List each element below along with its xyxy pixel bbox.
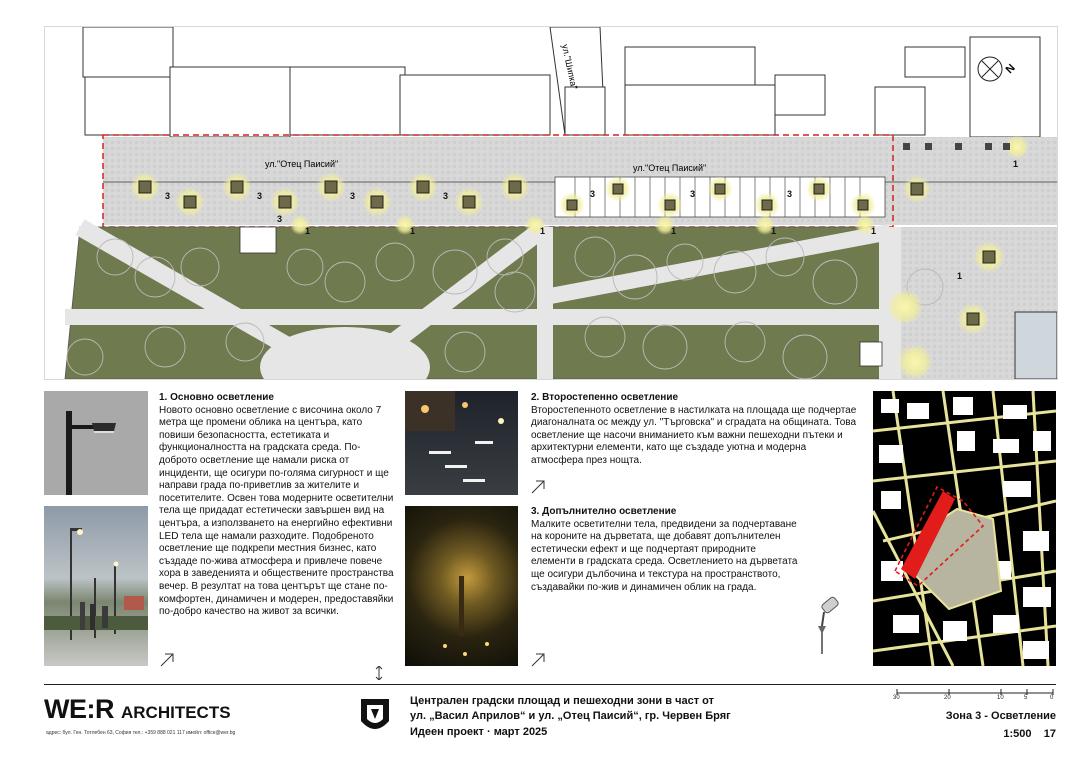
scale-bar [895, 688, 1055, 696]
scale-tick-label: 30 [893, 695, 900, 701]
context-map [873, 391, 1056, 666]
svg-text:3: 3 [165, 191, 171, 201]
svg-text:3: 3 [443, 191, 449, 201]
drawing-scale: 1:500 [1003, 728, 1032, 740]
svg-text:1: 1 [410, 226, 416, 236]
scale-tick-label: 10 [997, 695, 1004, 701]
scale-tick-label: 0 [1050, 695, 1054, 701]
building [775, 75, 825, 115]
company-logo [44, 694, 231, 725]
photo-tree-uplights [405, 506, 518, 666]
section-secondary-lighting [531, 392, 861, 468]
diagonal-arrow-icon [531, 653, 545, 667]
svg-text:3: 3 [690, 189, 696, 199]
company-address: адрес: бул. Ген. Тотлебен 63, София тел.: +359 888 021 117 имейл: office@wer.bg [46, 730, 236, 736]
project-title-line1: Централен градски площад и пешеходни зони в част от [410, 695, 714, 707]
svg-text:3: 3 [277, 214, 283, 224]
svg-text:3: 3 [787, 189, 793, 199]
scale-tick-label: 5 [1024, 695, 1028, 701]
building [625, 85, 775, 135]
svg-text:1: 1 [771, 226, 777, 236]
svg-text:1: 1 [305, 226, 311, 236]
svg-text:1: 1 [540, 226, 546, 236]
diagonal-arrow-icon [160, 653, 174, 667]
svg-text:3: 3 [350, 191, 356, 201]
spotlight-fixture-icon [808, 596, 848, 658]
building [400, 75, 550, 135]
zone-title: Зона 3 - Осветление [945, 710, 1056, 722]
vertical-arrows-icon [374, 666, 384, 680]
diagonal-arrow-icon [531, 480, 545, 494]
photo-plaza-evening [44, 506, 148, 666]
footer-rule [44, 684, 1056, 685]
svg-text:1: 1 [1013, 159, 1019, 169]
photo-paving-lights-night [405, 391, 518, 495]
section-additional-body: Малките осветителни тела, предвидени за подчертаване на короните на дърветата, ще добавят допълнителен естетически ефект и ще подчертаят природните елементи в градската среда. Осветлението на дърветата ще осигури дълбочина и текстура на пространството, създавайки по-жив и динамичен облик на града. [531, 518, 798, 593]
building [83, 27, 173, 77]
project-subtitle: Идеен проект · март 2025 [410, 726, 548, 738]
svg-text:3: 3 [590, 189, 596, 199]
svg-text:1: 1 [671, 226, 677, 236]
project-title-line2: ул. „Васил Априлов“ и ул. „Отец Паисий“, гр. Червен Бряг [410, 710, 731, 722]
site-plan-drawing [45, 27, 1057, 379]
scale-tick-label: 20 [944, 695, 951, 701]
park [65, 227, 890, 379]
scale-and-page [1003, 728, 1056, 740]
photo-lamp-head [44, 391, 148, 495]
page-number: 17 [1043, 728, 1056, 740]
building [905, 47, 965, 77]
svg-text:3: 3 [257, 191, 263, 201]
section-secondary-title: 2. Второстепенно осветление [531, 392, 679, 403]
svg-text:1: 1 [957, 271, 963, 281]
section-primary-title: 1. Основно осветление [159, 392, 274, 403]
project-title [410, 694, 731, 724]
site-plan [44, 26, 1058, 380]
street-label-shipka: ул."Шипка" [560, 43, 580, 91]
building [290, 67, 405, 135]
section-primary-body: Новото основно осветление с височина около 7 метра ще промени облика на центъра, като повиши безопасността, естетиката и функционалността на градската среда. По-доброто осветление ще намали риска от инциденти, ще осигури по-голяма сигурност и ще направи града по-приветлив за жителите и посетителите. Освен това модерните осветителни тела ще придадат естетически завършен вид на центъра, а използването на енергийно ефективни LED тела ще намали разходите. Подобреното осветление ще подкрепи местния бизнес, като създаде по-жива атмосфера и привлече повече хора в заведенията и обществените пространства вечер. В резултат на това центърът ще стане по-комфортен, динамичен и модерен, предоставяйки по-добро качество на живот за всички. [159, 404, 394, 618]
municipality-crest-icon [357, 697, 393, 737]
section-primary-lighting [159, 392, 395, 619]
building [875, 87, 925, 135]
building [970, 37, 1040, 137]
logo-subtext: ARCHITECTS [121, 703, 231, 722]
street-label-otec-paisiy-2: ул."Отец Паисий" [633, 163, 707, 173]
section-secondary-body: Второстепенното осветление в настилката на площада ще подчертае диагоналната ос между ул. "Търговска" и сградата на общината. Това осветление ще насочи вниманието към важни пешеходни пътеки и архитектурни елементи, като ще създаде уютна и модерна атмосфера през нощта. [531, 404, 857, 466]
building [170, 67, 290, 137]
section-additional-lighting [531, 506, 801, 594]
section-additional-title: 3. Допълнително осветление [531, 506, 677, 517]
street-label-otec-paisiy: ул."Отец Паисий" [265, 159, 339, 169]
svg-text:N: N [1003, 62, 1018, 77]
logo-mark: WE:R [44, 694, 114, 724]
svg-text:1: 1 [871, 226, 877, 236]
